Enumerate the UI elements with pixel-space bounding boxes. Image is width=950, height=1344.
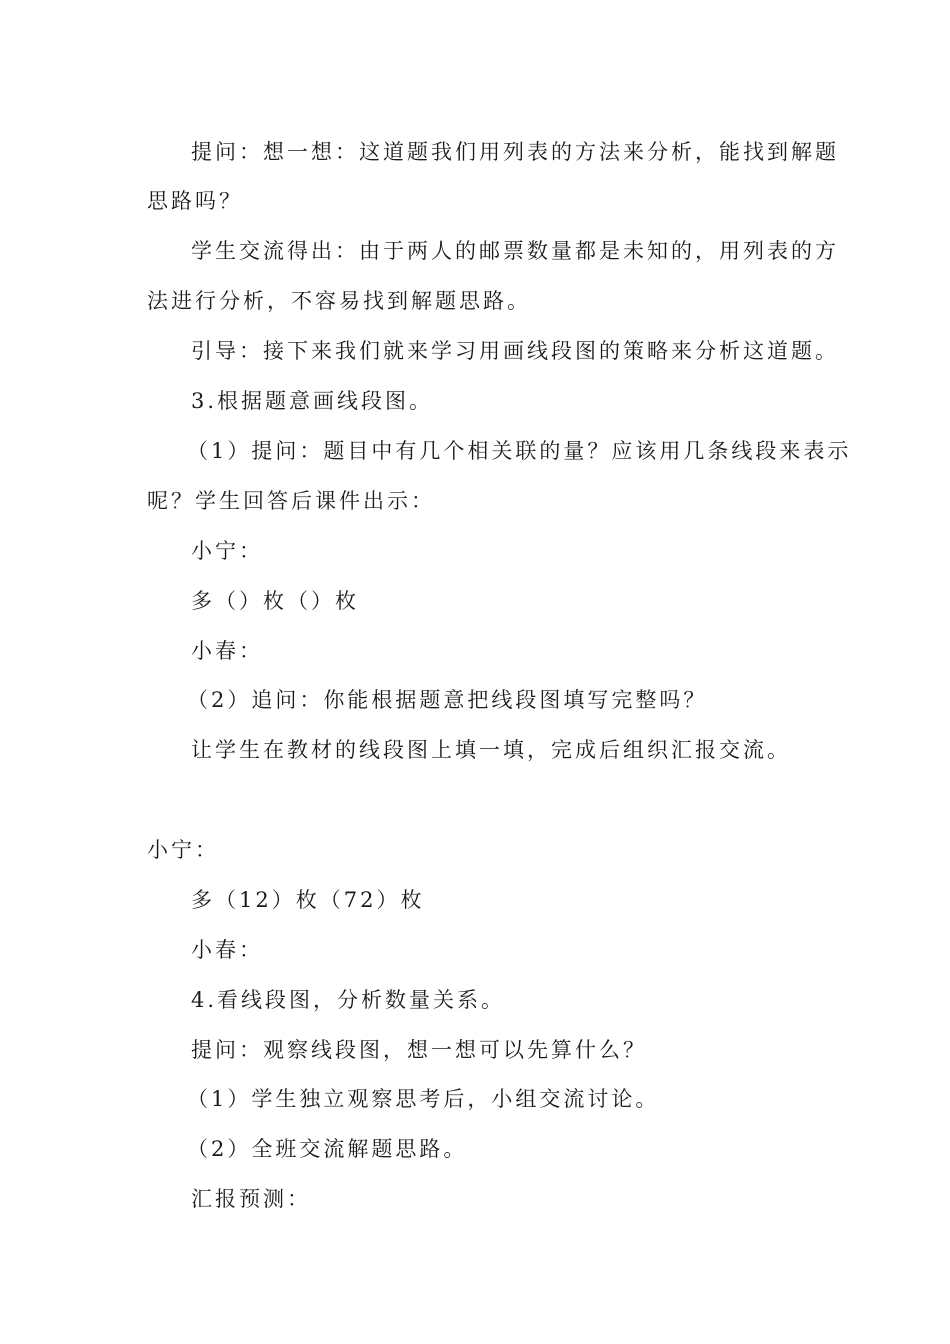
label-xiaoning: 小宁：	[191, 539, 263, 563]
label-xiaochun-filled: 小春：	[191, 938, 263, 962]
paragraph-guide: 引导：接下来我们就来学习用画线段图的策略来分析这道题。	[191, 339, 839, 363]
diagram-text-blank: 多（）枚（）枚	[191, 589, 359, 613]
paragraph-group-discussion: （1）学生独立观察思考后，小组交流讨论。	[187, 1087, 660, 1111]
paragraph-step1-line2: 呢？学生回答后课件出示：	[147, 489, 435, 513]
paragraph-step2: （2）追问：你能根据题意把线段图填写完整吗？	[187, 688, 708, 712]
label-xiaochun: 小春：	[191, 639, 263, 663]
label-xiaoning-filled: 小宁：	[147, 838, 219, 862]
paragraph-fill-in: 让学生在教材的线段图上填一填，完成后组织汇报交流。	[191, 738, 791, 762]
section-heading-4: 4.看线段图，分析数量关系。	[191, 988, 506, 1012]
paragraph-step1-line1: （1）提问：题目中有几个相关联的量？应该用几条线段来表示	[187, 439, 852, 463]
paragraph-question-line2: 思路吗？	[147, 189, 243, 213]
paragraph-report-prediction: 汇报预测：	[191, 1187, 311, 1211]
paragraph-class-discussion: （2）全班交流解题思路。	[187, 1137, 468, 1161]
paragraph-question-line1: 提问：想一想：这道题我们用列表的方法来分析，能找到解题	[191, 140, 839, 164]
paragraph-discussion-line1: 学生交流得出：由于两人的邮票数量都是未知的，用列表的方	[191, 239, 839, 263]
paragraph-observe: 提问：观察线段图，想一想可以先算什么？	[191, 1038, 647, 1062]
paragraph-discussion-line2: 法进行分析，不容易找到解题思路。	[147, 289, 531, 313]
diagram-text-filled: 多（12）枚（72）枚	[191, 888, 425, 912]
section-heading-3: 3.根据题意画线段图。	[191, 389, 434, 413]
